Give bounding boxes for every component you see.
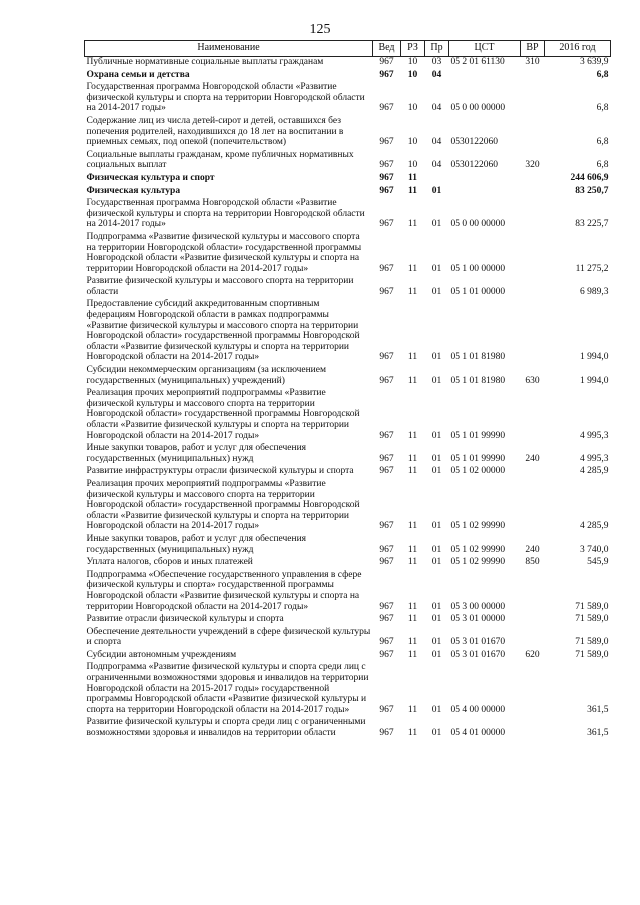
row-cst: 05 1 02 99990 [450, 521, 506, 532]
row-pr: 01 [431, 557, 442, 568]
row-rz: 11 [407, 352, 418, 363]
row-vr: 320 [525, 160, 540, 171]
row-vr [521, 232, 545, 276]
row-name: Развитие отрасли физической культуры и спорта [86, 614, 284, 625]
row-vr [521, 614, 545, 627]
row-ved: 967 [379, 728, 394, 739]
table-row [85, 198, 611, 232]
column-header-rz: РЗ [401, 41, 425, 57]
row-name: Подпрограмма «Обеспечение государственного управления в сфере физической культуры и спорта» государственной программы Новгородской области «Развитие физической культуры и спорта на территории Новгородской области на 2014-2017 годы» [86, 569, 362, 612]
row-pr: 01 [431, 286, 442, 297]
row-pr: 01 [431, 649, 442, 660]
row-vr [521, 627, 545, 650]
row-pr: 01 [431, 185, 442, 196]
row-ved: 967 [379, 704, 394, 715]
row-rz: 11 [407, 649, 418, 660]
row-name: Физическая культура и спорт [86, 172, 215, 183]
row-name: Субсидии автономным учреждениям [86, 649, 237, 660]
row-sum: 6,8 [596, 103, 609, 114]
row-vr [521, 388, 545, 443]
row-name: Уплата налогов, сборов и иных платежей [86, 557, 253, 568]
table-row [85, 717, 611, 740]
row-pr: 01 [431, 352, 442, 363]
row-sum: 11 275,2 [575, 263, 609, 274]
row-vr [521, 70, 545, 83]
row-sum: 71 589,0 [575, 637, 609, 648]
row-sum: 4 285,9 [580, 521, 609, 532]
row-name: Развитие физической культуры и спорта среди лиц с ограниченными возможностями здоровья и инвалидов на территории области [86, 717, 366, 739]
table-row [85, 614, 611, 627]
row-vr [521, 466, 545, 479]
row-name: Иные закупки товаров, работ и услуг для обеспечения государственных (муниципальных) нужд [86, 443, 307, 464]
row-pr: 04 [431, 137, 442, 148]
table-row [85, 662, 611, 717]
row-ved: 967 [379, 185, 394, 196]
row-cst: 05 2 01 61130 [450, 57, 505, 67]
row-sum: 71 589,0 [575, 614, 609, 625]
row-cst: 05 3 01 00000 [450, 614, 506, 625]
row-vr [521, 198, 545, 232]
table-row [85, 627, 611, 650]
row-cst: 05 3 01 01670 [450, 649, 506, 660]
row-cst: 05 1 01 99990 [450, 453, 506, 464]
row-pr: 01 [431, 544, 442, 555]
row-rz: 11 [407, 466, 418, 477]
row-cst: 05 1 02 99990 [450, 557, 506, 568]
budget-table [84, 40, 611, 741]
row-name: Охрана семьи и детства [86, 69, 190, 80]
row-cst: 0530122060 [450, 137, 498, 148]
row-cst: 05 1 00 00000 [450, 263, 506, 274]
row-pr: 01 [431, 704, 442, 715]
column-header-name: Наименование [85, 41, 373, 57]
row-ved: 967 [379, 614, 394, 625]
table-row [85, 466, 611, 479]
row-rz: 11 [407, 728, 418, 739]
row-vr [521, 299, 545, 365]
row-rz: 11 [407, 286, 418, 297]
row-cst: 05 4 01 00000 [450, 728, 506, 739]
row-pr [425, 173, 449, 186]
column-header-vr: ВР [521, 41, 545, 57]
row-pr: 01 [431, 375, 442, 386]
row-sum: 71 589,0 [575, 649, 609, 660]
row-ved: 967 [379, 352, 394, 363]
row-pr: 04 [431, 69, 442, 80]
row-ved: 967 [379, 69, 394, 80]
row-vr: 620 [525, 649, 540, 660]
column-header-pr: Пр [425, 41, 449, 57]
row-rz: 11 [407, 614, 418, 625]
row-cst [449, 173, 521, 186]
row-rz: 10 [407, 137, 418, 148]
row-rz: 11 [407, 557, 418, 568]
row-ved: 967 [379, 172, 394, 183]
row-vr: 240 [525, 453, 540, 464]
row-name: Развитие физической культуры и массового спорта на территории области [86, 276, 354, 297]
row-ved: 967 [379, 601, 394, 612]
row-pr: 01 [431, 521, 442, 532]
row-ved: 967 [379, 375, 394, 386]
row-cst: 05 1 01 00000 [450, 286, 506, 297]
row-ved: 967 [379, 430, 394, 441]
row-sum: 71 589,0 [575, 601, 609, 612]
row-sum: 1 994,0 [580, 352, 609, 363]
row-ved: 967 [379, 160, 394, 171]
row-vr [521, 173, 545, 186]
table-row [85, 116, 611, 150]
row-cst: 05 1 01 99990 [450, 430, 506, 441]
row-sum: 3 639,9 [580, 57, 609, 67]
row-name: Развитие инфраструктуры отрасли физической культуры и спорта [86, 466, 354, 477]
row-cst: 05 1 01 81980 [450, 375, 506, 386]
row-vr [521, 116, 545, 150]
row-cst: 05 1 02 00000 [450, 466, 506, 477]
row-ved: 967 [379, 637, 394, 648]
row-name: Реализация прочих мероприятий подпрограммы «Развитие физической культуры и массового спорта на территории Новгородской области» государственной программы Новгородской области «Развитие физической культуры и спорта на территории Новгородской области на 2014-2017 годы» [86, 478, 360, 532]
row-pr: 01 [431, 263, 442, 274]
row-rz: 10 [407, 103, 418, 114]
row-sum: 4 995,3 [580, 430, 609, 441]
row-name: Публичные нормативные социальные выплаты гражданам [86, 57, 324, 67]
row-vr [521, 479, 545, 534]
row-vr [521, 662, 545, 717]
row-ved: 967 [379, 103, 394, 114]
row-name: Подпрограмма «Развитие физической культуры и спорта среди лиц с ограниченными возможностями здоровья и инвалидов на территории Новгородской области на 2015-2017 годы» государственной программы Новгородской области «Развитие физической культуры и спорта на территории Новгородской области на 2014-2017 годы» [86, 662, 369, 715]
row-ved: 967 [379, 649, 394, 660]
row-rz: 11 [407, 521, 418, 532]
table-row [85, 388, 611, 443]
table-row [85, 479, 611, 534]
table-header-row [85, 41, 611, 57]
row-vr [521, 186, 545, 199]
table-row [85, 186, 611, 199]
row-vr: 310 [525, 57, 540, 67]
row-name: Государственная программа Новгородской области «Развитие физической культуры и спорта на территории Новгородской области на 2014-2017 годы» [86, 198, 365, 230]
row-name: Содержание лиц из числа детей-сирот и детей, оставшихся без попечения родителей, находившихся до 18 лет на воспитании в приемных семьях, под опекой (попечительством) [86, 115, 344, 148]
row-name: Государственная программа Новгородской области «Развитие физической культуры и спорта на территории Новгородской области на 2014-2017 годы» [86, 82, 365, 114]
row-cst: 05 3 01 01670 [450, 637, 506, 648]
row-sum: 361,5 [587, 728, 609, 739]
row-ved: 967 [379, 219, 394, 230]
row-rz: 11 [408, 172, 417, 183]
table-row [85, 570, 611, 614]
row-sum: 4 285,9 [580, 466, 609, 477]
row-name: Иные закупки товаров, работ и услуг для обеспечения государственных (муниципальных) нужд [86, 533, 307, 555]
row-vr [521, 717, 545, 740]
row-ved: 967 [379, 263, 394, 274]
row-rz: 11 [407, 430, 418, 441]
row-name: Реализация прочих мероприятий подпрограммы «Развитие физической культуры и массового спорта на территории Новгородской области» государственной программы Новгородской области «Развитие физической культуры и спорта на территории Новгородской области на 2014-2017 годы» [86, 388, 360, 441]
page-number: 125 [309, 22, 331, 37]
row-cst: 05 3 00 00000 [450, 601, 506, 612]
row-sum: 6,8 [596, 160, 609, 171]
table-row [85, 70, 611, 83]
table-row [85, 173, 611, 186]
row-name: Предоставление субсидий аккредитованным спортивным федерациям Новгородской области в рамках подпрограммы «Развитие физической культуры и массового спорта на территории Новгородской области» государственной программы Новгородской области «Развитие физической культуры и спорта на территории Новгородской области на 2014-2017 годы» [86, 299, 360, 363]
row-sum: 3 740,0 [580, 544, 609, 555]
row-pr: 01 [431, 430, 442, 441]
row-name: Подпрограмма «Развитие физической культуры и массового спорта на территории Новгородской области» государственной программы Новгородской области «Развитие физической культуры и спорта на территории Новгородской области на 2014-2017 годы» [86, 231, 362, 274]
row-cst: 05 4 00 00000 [450, 704, 506, 715]
row-pr: 01 [431, 614, 442, 625]
row-rz: 11 [407, 375, 418, 386]
row-rz: 10 [407, 69, 418, 80]
row-name: Физическая культура [86, 185, 181, 196]
row-pr: 01 [431, 637, 442, 648]
row-ved: 967 [379, 286, 394, 297]
row-name: Социальные выплаты гражданам, кроме публичных нормативных социальных выплат [86, 149, 354, 171]
row-cst: 0530122060 [450, 160, 498, 171]
row-sum: 4 995,3 [580, 453, 609, 464]
table-row [85, 650, 611, 663]
row-cst: 05 0 00 00000 [450, 219, 506, 230]
row-sum: 6 989,3 [580, 286, 609, 297]
column-header-year: 2016 год [545, 41, 611, 57]
row-pr: 03 [431, 57, 442, 67]
row-rz: 11 [407, 453, 418, 464]
row-cst [449, 186, 521, 199]
table-row [85, 534, 611, 557]
table-body [85, 57, 611, 741]
row-ved: 967 [379, 521, 394, 532]
row-sum: 545,9 [587, 557, 609, 568]
row-rz: 11 [407, 601, 418, 612]
table-row [85, 443, 611, 466]
column-header-ved: Вед [373, 41, 401, 57]
row-pr: 04 [431, 160, 442, 171]
column-header-cst: ЦСТ [449, 41, 521, 57]
row-cst: 05 0 00 00000 [450, 103, 506, 114]
row-vr: 630 [525, 375, 540, 386]
row-ved: 967 [379, 544, 394, 555]
row-sum: 361,5 [587, 704, 609, 715]
row-ved: 967 [379, 57, 394, 67]
row-sum: 6,8 [596, 69, 609, 80]
row-sum: 1 994,0 [580, 375, 609, 386]
row-name: Субсидии некоммерческим организациям (за исключением государственных (муниципальных) учреждений) [86, 365, 326, 386]
row-rz: 11 [407, 544, 418, 555]
row-rz: 11 [407, 704, 418, 715]
table-row [85, 232, 611, 276]
row-pr: 01 [431, 466, 442, 477]
row-pr: 01 [431, 453, 442, 464]
table-row [85, 276, 611, 299]
row-cst: 05 1 02 99990 [450, 544, 506, 555]
table-row [85, 299, 611, 365]
row-sum: 244 606,9 [570, 172, 609, 183]
row-vr [521, 82, 545, 116]
row-cst [449, 70, 521, 83]
row-rz: 10 [407, 57, 418, 67]
row-pr: 01 [431, 601, 442, 612]
row-rz: 11 [407, 219, 418, 230]
row-ved: 967 [379, 466, 394, 477]
table-row [85, 57, 611, 70]
row-ved: 967 [379, 453, 394, 464]
row-rz: 11 [408, 185, 417, 196]
table-row [85, 82, 611, 116]
table-row [85, 557, 611, 570]
table-row [85, 150, 611, 173]
row-ved: 967 [379, 557, 394, 568]
row-pr: 01 [431, 219, 442, 230]
row-rz: 10 [407, 160, 418, 171]
row-vr [521, 276, 545, 299]
row-name: Обеспечение деятельности учреждений в сфере физической культуры и спорта [86, 626, 371, 648]
row-sum: 83 250,7 [575, 185, 609, 196]
table-row [85, 365, 611, 388]
row-sum: 83 225,7 [575, 219, 609, 230]
row-vr: 850 [525, 557, 540, 568]
row-cst: 05 1 01 81980 [450, 352, 506, 363]
row-pr: 01 [431, 728, 442, 739]
row-rz: 11 [407, 263, 418, 274]
row-sum: 6,8 [596, 137, 609, 148]
row-pr: 04 [431, 103, 442, 114]
row-ved: 967 [379, 137, 394, 148]
row-vr [521, 570, 545, 614]
row-rz: 11 [407, 637, 418, 648]
row-vr: 240 [525, 544, 540, 555]
